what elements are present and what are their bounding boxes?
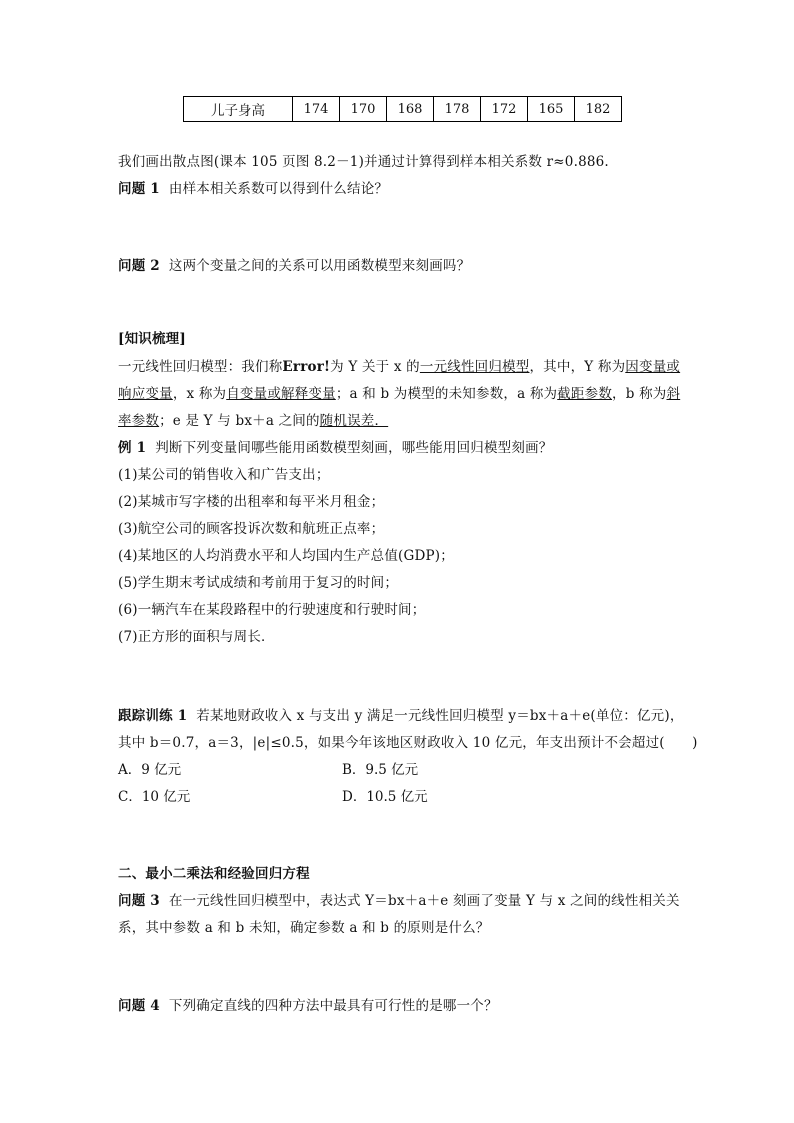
question-1 (118, 177, 388, 197)
example-item: (3)航空公司的顾客投诉次数和航班正点率； (118, 521, 385, 537)
knowledge-line-3 (118, 409, 388, 429)
question-2 (118, 254, 470, 274)
option-d: D．10.5 亿元 (342, 789, 428, 805)
table-cell: 165 (528, 97, 575, 122)
option-a: A．9 亿元 (118, 762, 182, 778)
underlined-term: 一元线性回归模型 (419, 359, 530, 375)
practice-label: 跟踪训练 1 (118, 708, 188, 724)
example-1-prompt (118, 436, 553, 456)
example-item: (6)一辆汽车在某段路程中的行驶速度和行驶时间； (118, 602, 426, 618)
example-item: (5)学生期末考试成绩和考前用于复习的时间； (118, 575, 399, 591)
underlined-term: 因变量或 (625, 359, 681, 375)
underlined-term: 斜 (666, 386, 681, 402)
underlined-term: 自变量或解释变量 (226, 386, 336, 402)
example-item: (4)某地区的人均消费水平和人均国内生产总值(GDP)； (118, 548, 454, 564)
question-text: 下列确定直线的四种方法中最具有可行性的是哪一个？ (168, 998, 498, 1014)
underlined-term: 响应变量 (118, 386, 173, 402)
knowledge-heading: [知识梳理] (118, 331, 186, 347)
text-span: ；a 和 b 为模型的未知参数，a 称为 (335, 386, 558, 402)
table-cell: 170 (340, 97, 387, 122)
table-cell: 172 (481, 97, 528, 122)
question-text: 在一元线性回归模型中，表达式 Y＝bx＋a＋e 刻画了变量 Y 与 x 之间的线性相关关 (168, 893, 680, 909)
example-item: (1)某公司的销售收入和广告支出； (118, 467, 330, 483)
text-span: ；e 是 Y 与 bx＋a 之间的 (159, 413, 320, 429)
question-3-line-1 (118, 889, 680, 909)
question-3-line-2: 系，其中参数 a 和 b 未知，确定参数 a 和 b 的原则是什么？ (118, 920, 490, 936)
underlined-term: 率参数 (118, 413, 160, 429)
text-span: ，b 称为 (612, 386, 667, 402)
example-item: (7)正方形的面积与周长． (118, 629, 275, 645)
example-item: (2)某城市写字楼的出租率和每平米月租金； (118, 494, 385, 510)
question-4 (118, 994, 498, 1014)
error-marker: Error! (282, 359, 331, 375)
height-table (183, 96, 622, 122)
table-row (184, 97, 622, 122)
section-2-heading: 二、最小二乘法和经验回归方程 (118, 866, 310, 882)
question-text: 由样本相关系数可以得到什么结论？ (168, 181, 389, 197)
example-label: 例 1 (118, 440, 147, 456)
option-b: B．9.5 亿元 (342, 762, 419, 778)
example-text: 判断下列变量间哪些能用函数模型刻画，哪些能用回归模型刻画？ (155, 440, 553, 456)
table-cell: 178 (434, 97, 481, 122)
practice-1-line-1 (118, 704, 684, 724)
table-cell: 174 (293, 97, 340, 122)
practice-text: 若某地财政收入 x 与支出 y 满足一元线性回归模型 y＝bx＋a＋e(单位：亿元)， (196, 708, 684, 724)
knowledge-line-1 (118, 355, 680, 375)
underlined-term: 随机误差． (319, 413, 389, 429)
table-header-cell: 儿子身高 (184, 97, 293, 122)
table-cell: 182 (575, 97, 622, 122)
text-span: ，其中，Y 称为 (529, 359, 626, 375)
text-span: 一元线性回归模型：我们称 (118, 359, 283, 375)
underlined-term: 截距参数 (557, 386, 613, 402)
table-cell: 168 (387, 97, 434, 122)
question-label: 问题 4 (118, 998, 160, 1014)
text-span: ，x 称为 (172, 386, 227, 402)
question-label: 问题 2 (118, 258, 160, 274)
text-span: 为 Y 关于 x 的 (330, 359, 420, 375)
option-c: C．10 亿元 (118, 789, 191, 805)
practice-1-line-2: 其中 b＝0.7，a＝3，|e|≤0.5，如果今年该地区财政收入 10 亿元，年支出预计不会超过( ) (118, 735, 698, 751)
question-text: 这两个变量之间的关系可以用函数模型来刻画吗？ (168, 258, 471, 274)
question-label: 问题 1 (118, 181, 160, 197)
question-label: 问题 3 (118, 893, 160, 909)
intro-text: 我们画出散点图(课本 105 页图 8.2－1)并通过计算得到样本相关系数 r≈0.886. (118, 154, 609, 170)
knowledge-line-2 (118, 382, 680, 402)
